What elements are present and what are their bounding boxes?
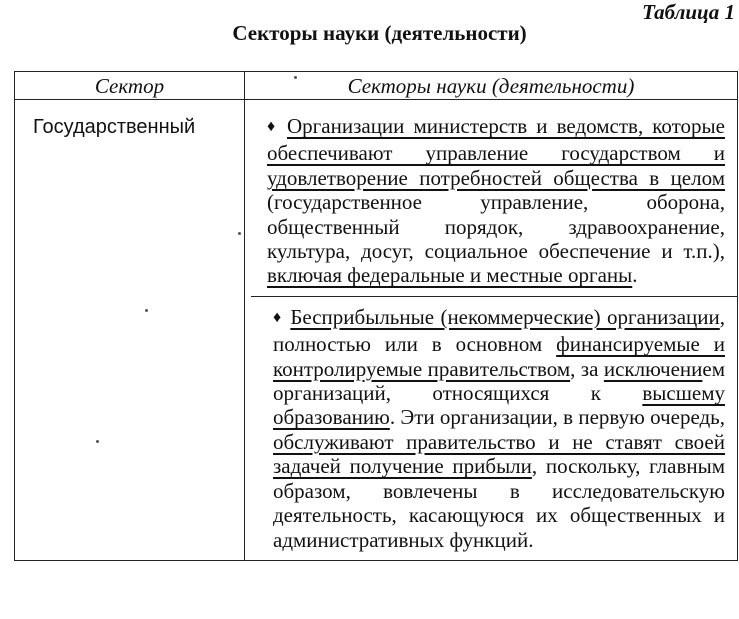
paragraph-text: , за bbox=[570, 356, 604, 381]
sector-description-cell bbox=[245, 100, 738, 561]
header-description: Секторы науки (деятельности) bbox=[245, 72, 738, 100]
description-paragraph bbox=[245, 100, 737, 296]
paragraph-text: (государственное управление, оборона, общественный порядок, здравоохранение, культура, досуг, социальное обеспечение и т.п.), bbox=[267, 190, 725, 264]
table-number: Таблица 1 bbox=[642, 0, 735, 24]
bullet-diamond-icon: ♦ bbox=[273, 308, 283, 326]
scan-speck bbox=[294, 76, 297, 79]
underlined-text: обслуживают правительство и не ставят своей задачей получение прибыли bbox=[273, 429, 725, 479]
table-title: Секторы науки (деятельности) bbox=[232, 21, 527, 45]
table-header-row bbox=[15, 72, 738, 100]
paragraph-text: . bbox=[632, 263, 638, 288]
paragraph-text: ем организаций, относящихся к bbox=[273, 356, 725, 406]
bullet-diamond-icon: ♦ bbox=[267, 118, 279, 135]
underlined-text: Организации министерств и ведомств, которые обеспечивают управление государством и удовлетворение потребностей общества в целом bbox=[267, 114, 725, 190]
sectors-table bbox=[14, 71, 738, 561]
underlined-text: высшему образованию bbox=[273, 381, 725, 430]
underlined-text: Бесприбыльные (некоммерческие) организации bbox=[290, 304, 720, 329]
paragraph-text: . Эти организации, в первую очередь, bbox=[389, 405, 725, 430]
underlined-text: финансируемые и контролируемые правительством bbox=[273, 332, 725, 381]
scan-speck bbox=[96, 440, 99, 443]
description-paragraph bbox=[251, 296, 737, 560]
scan-speck bbox=[238, 232, 241, 235]
paragraph-text: , поскольку, главным образом, вовлечены в исследовательскую деятельность, касающуюся их общественных и административных функций. bbox=[273, 454, 725, 552]
sector-name-cell: Государственный bbox=[15, 100, 245, 561]
scan-speck bbox=[145, 309, 148, 312]
underlined-text: исключени bbox=[603, 356, 703, 381]
table-row bbox=[15, 100, 738, 561]
underlined-text: включая федеральные и местные органы bbox=[267, 263, 633, 288]
paragraph-text: , полностью или в основном bbox=[273, 304, 725, 357]
header-sector: Сектор bbox=[15, 72, 245, 100]
